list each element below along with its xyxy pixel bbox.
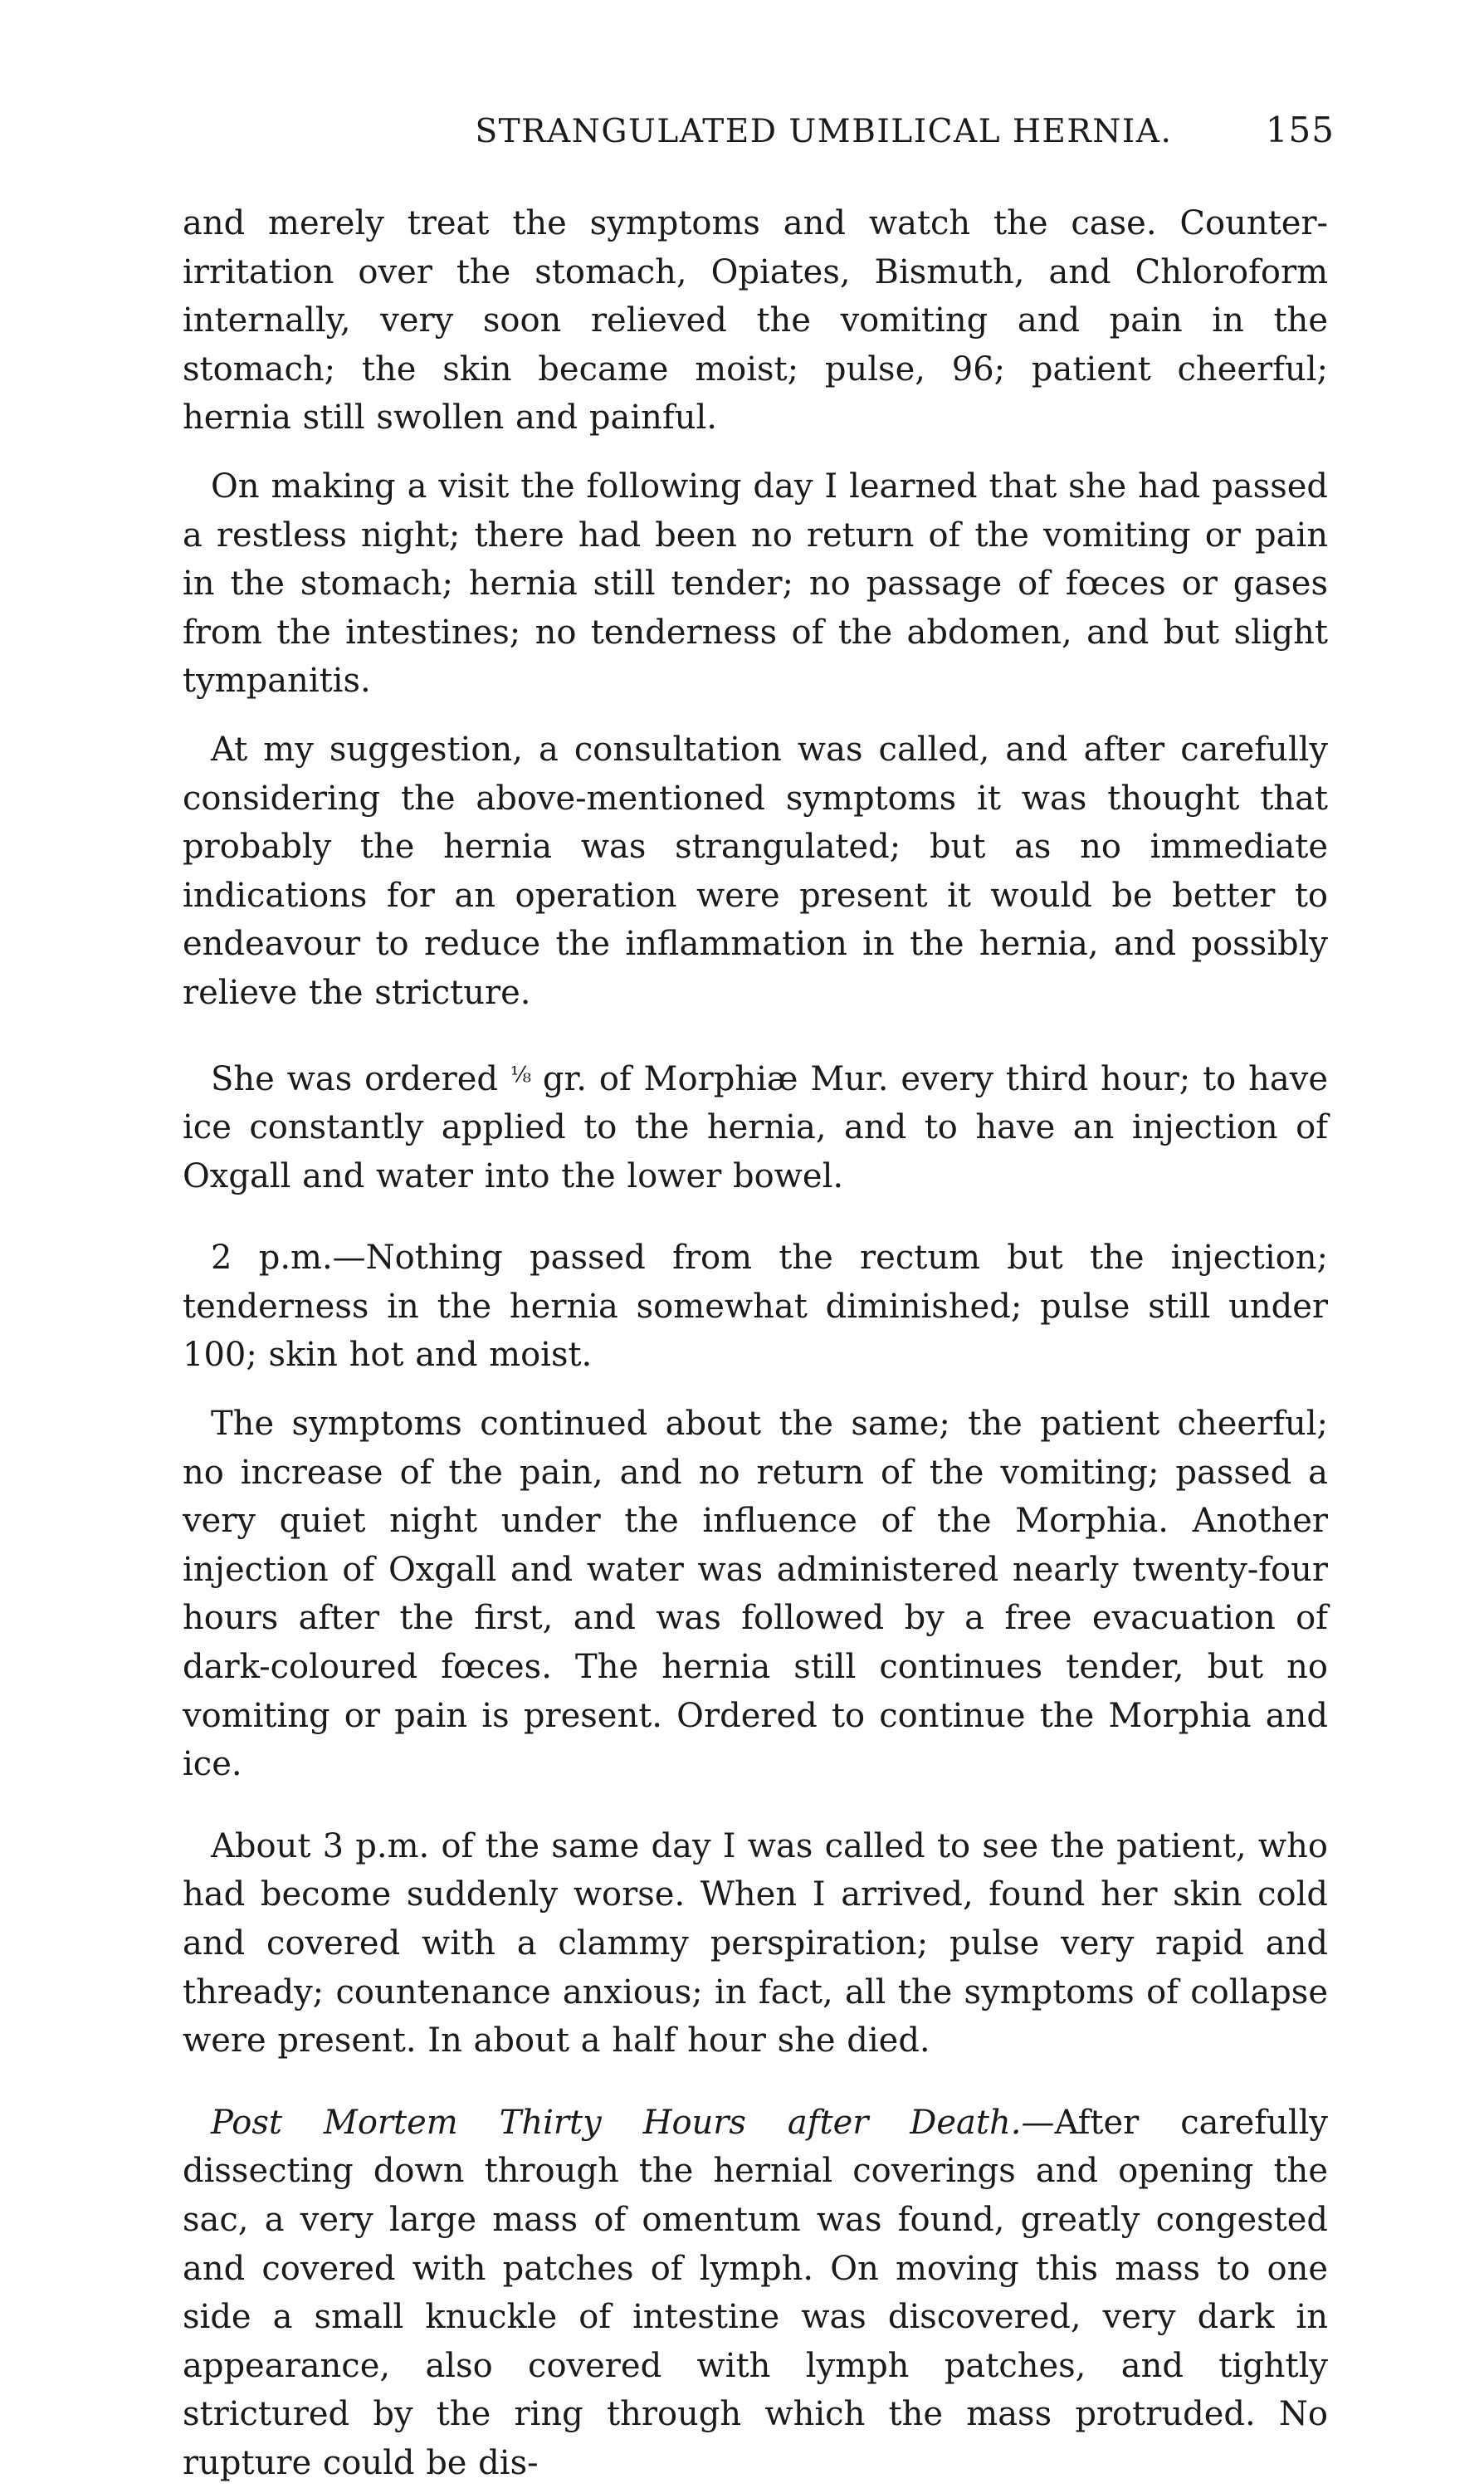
paragraph-symptoms-continued: The symptoms continued about the same; the patient cheerful; no increase of the pain, and no return of the vomiting; passed a very quiet night under the influence of the Morphia. Another injection of Oxgall and water was administered nearly twenty-four hours after the first, and was followed by a free evacuation of dark-coloured fœces. The hernia still continues tender, but no vomiting or pain is present. Ordered to continue the Morphia and ice. — [183, 1405, 1328, 1784]
paragraph-following-day: On making a visit the following day I learned that she had passed a restless night; there had been no return of the vomiting or pain in the stomach; hernia still tender; no passage of fœces or gases from the intestines; no tenderness of the abdomen, and but slight tympanitis. — [183, 467, 1328, 701]
paragraph-collapse: About 3 p.m. of the same day I was called to see the patient, who had become suddenly worse. When I arrived, found her skin cold and covered with a clammy perspiration; pulse very rapid and thready; countenance anxious; in fact, all the symptoms of collapse were present. In about a half hour she died. — [183, 1826, 1328, 2060]
order-text-after: gr. of Morphiæ Mur. every third hour; to have ice constantly applied to the hernia, and to have an injection of Oxgall and water into the lower bowel. — [183, 1059, 1328, 1195]
paragraph-2pm: 2 p.m.—Nothing passed from the rectum but the injection; tenderness in the hernia somewhat diminished; pulse still under 100; skin hot and moist. — [183, 1239, 1328, 1375]
paragraph-continuation: and merely treat the symptoms and watch the case. Counter-irritation over the stomach, Opiates, Bismuth, and Chloroform internally, very soon relieved the vomiting and pain in the stomach; the skin became moist; pulse, 96; patient cheerful; hernia still swollen and painful. — [183, 204, 1328, 437]
post-mortem-heading: Post Mortem Thirty Hours after Death. — [211, 2103, 1022, 2142]
dose-fraction: ⅛ — [510, 1062, 531, 1088]
page-body — [183, 199, 1328, 2488]
paragraph-morphia-order — [183, 1051, 1328, 1201]
page-number: 155 — [1265, 110, 1335, 150]
paragraph-consultation: At my suggestion, a consultation was called, and after carefully considering the above-mentioned symptoms it was thought that probably the hernia was strangulated; but as no immediate indications for an operation were present it would be better to endeavour to reduce the inflammation in the hernia, and possibly relieve the stricture. — [183, 730, 1328, 1012]
paragraph-post-mortem — [183, 2099, 1328, 2488]
post-mortem-text: —After carefully dissecting down through the hernial coverings and opening the sac, a very large mass of omentum was found, greatly congested and covered with patches of lymph. On moving this mass to one side a small knuckle of intestine was discovered, very dark in appearance, also covered with lymph patches, and tightly strictured by the ring through which the mass protruded. No rupture could be dis- — [183, 2103, 1328, 2482]
order-text-before: She was ordered — [211, 1059, 510, 1098]
page-header — [183, 110, 1335, 159]
running-head: STRANGULATED UMBILICAL HERNIA. — [475, 113, 1173, 150]
